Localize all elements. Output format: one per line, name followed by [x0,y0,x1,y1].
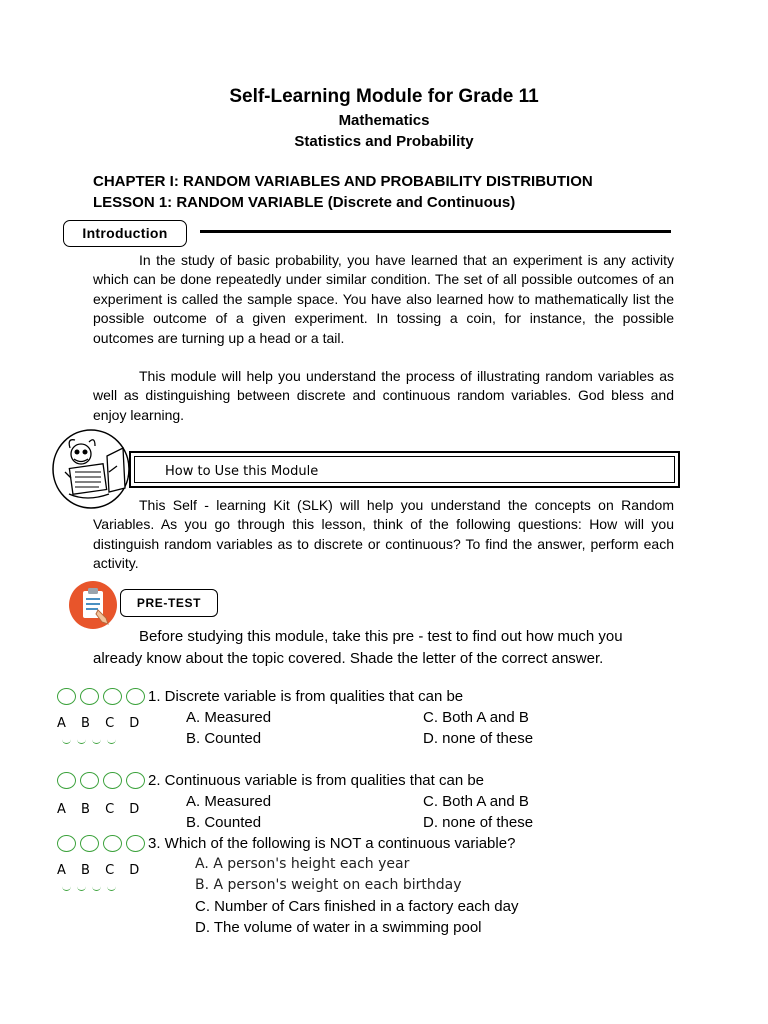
answer-bubbles-q1 [57,688,149,706]
bubble-b[interactable] [80,835,99,852]
subject-subtitle: Statistics and Probability [294,133,474,150]
bubble-b[interactable] [80,772,99,789]
q2-option-d: D. none of these [423,814,534,831]
q3-option-b: B. A person's weight on each birthday [195,877,462,893]
q3-option-d: D. The volume of water in a swimming pool [195,919,482,936]
lesson-heading: LESSON 1: RANDOM VARIABLE (Discrete and Continuous) [93,194,516,211]
pretest-label: PRE-TEST [120,589,218,617]
choice-marks-q1 [62,731,122,749]
question-1: 1. Discrete variable is from qualities that can be [148,688,464,705]
section-divider [200,230,671,233]
q2-option-a: A. Measured [186,793,272,810]
pretest-instructions [93,626,675,669]
bubble-c[interactable] [103,772,122,789]
bubble-d[interactable] [126,835,145,852]
q2-option-b: B. Counted [186,814,262,831]
how-to-use-paragraph-text: This Self - learning Kit (SLK) will help you understand the concepts on Random Variables. As you go through this lesson, think of the following questions: How will you distinguish random variables as to discrete or continuous? To find the answer, perform each activity. [93,497,674,572]
bubble-a[interactable] [57,772,76,789]
introduction-label: Introduction [63,220,187,247]
clipboard-icon [68,580,118,630]
question-3: 3. Which of the following is NOT a continuous variable? [148,835,516,852]
introduction-paragraph-1-text: In the study of basic probability, you have learned that an experiment is any activity which can be done repeatedly under similar condition. The set of all possible outcomes of an experiment is called the sample space. You have also learned how to mathematically list the possible outcome of a given experiment. In tossing a coin, for instance, the possible outcomes are turning up a head or a tail. [93,252,674,346]
q2-option-c: C. Both A and B [423,793,529,810]
pretest-instructions-text: Before studying this module, take this pre - test to find out how much you already know about the topic covered. Shade the letter of the correct answer. [93,628,623,667]
how-to-use-paragraph [93,496,674,574]
bubble-d[interactable] [126,688,145,705]
how-to-use-box [129,451,680,488]
bubble-a[interactable] [57,835,76,852]
q3-option-c: C. Number of Cars finished in a factory each day [195,898,519,915]
module-title: Self-Learning Module for Grade 11 [229,86,539,107]
choice-letters-q1: A B C D [57,716,145,731]
choice-marks-q3 [62,878,122,896]
q3-option-a: A. A person's height each year [195,856,410,872]
q1-option-d: D. none of these [423,730,534,747]
q1-option-a: A. Measured [186,709,272,726]
bubble-c[interactable] [103,835,122,852]
q1-option-c: C. Both A and B [423,709,529,726]
answer-bubbles-q3 [57,835,149,853]
chapter-heading: CHAPTER I: RANDOM VARIABLES AND PROBABILITY DISTRIBUTION [93,173,593,190]
how-to-use-box-inner [134,456,675,483]
question-2: 2. Continuous variable is from qualities that can be [148,772,485,789]
q1-option-b: B. Counted [186,730,262,747]
bubble-b[interactable] [80,688,99,705]
choice-letters-q2: A B C D [57,802,145,817]
introduction-paragraph-1 [93,251,674,348]
how-to-use-label: How to Use this Module [165,464,319,479]
answer-bubbles-q2 [57,772,149,790]
introduction-paragraph-2 [93,367,674,425]
choice-letters-q3: A B C D [57,863,145,878]
introduction-paragraph-2-text: This module will help you understand the process of illustrating random variables as well as distinguishing between discrete and continuous random variables. God bless and enjoy learning. [93,368,674,423]
bubble-d[interactable] [126,772,145,789]
bubble-c[interactable] [103,688,122,705]
bubble-a[interactable] [57,688,76,705]
subject-title: Mathematics [338,112,430,129]
